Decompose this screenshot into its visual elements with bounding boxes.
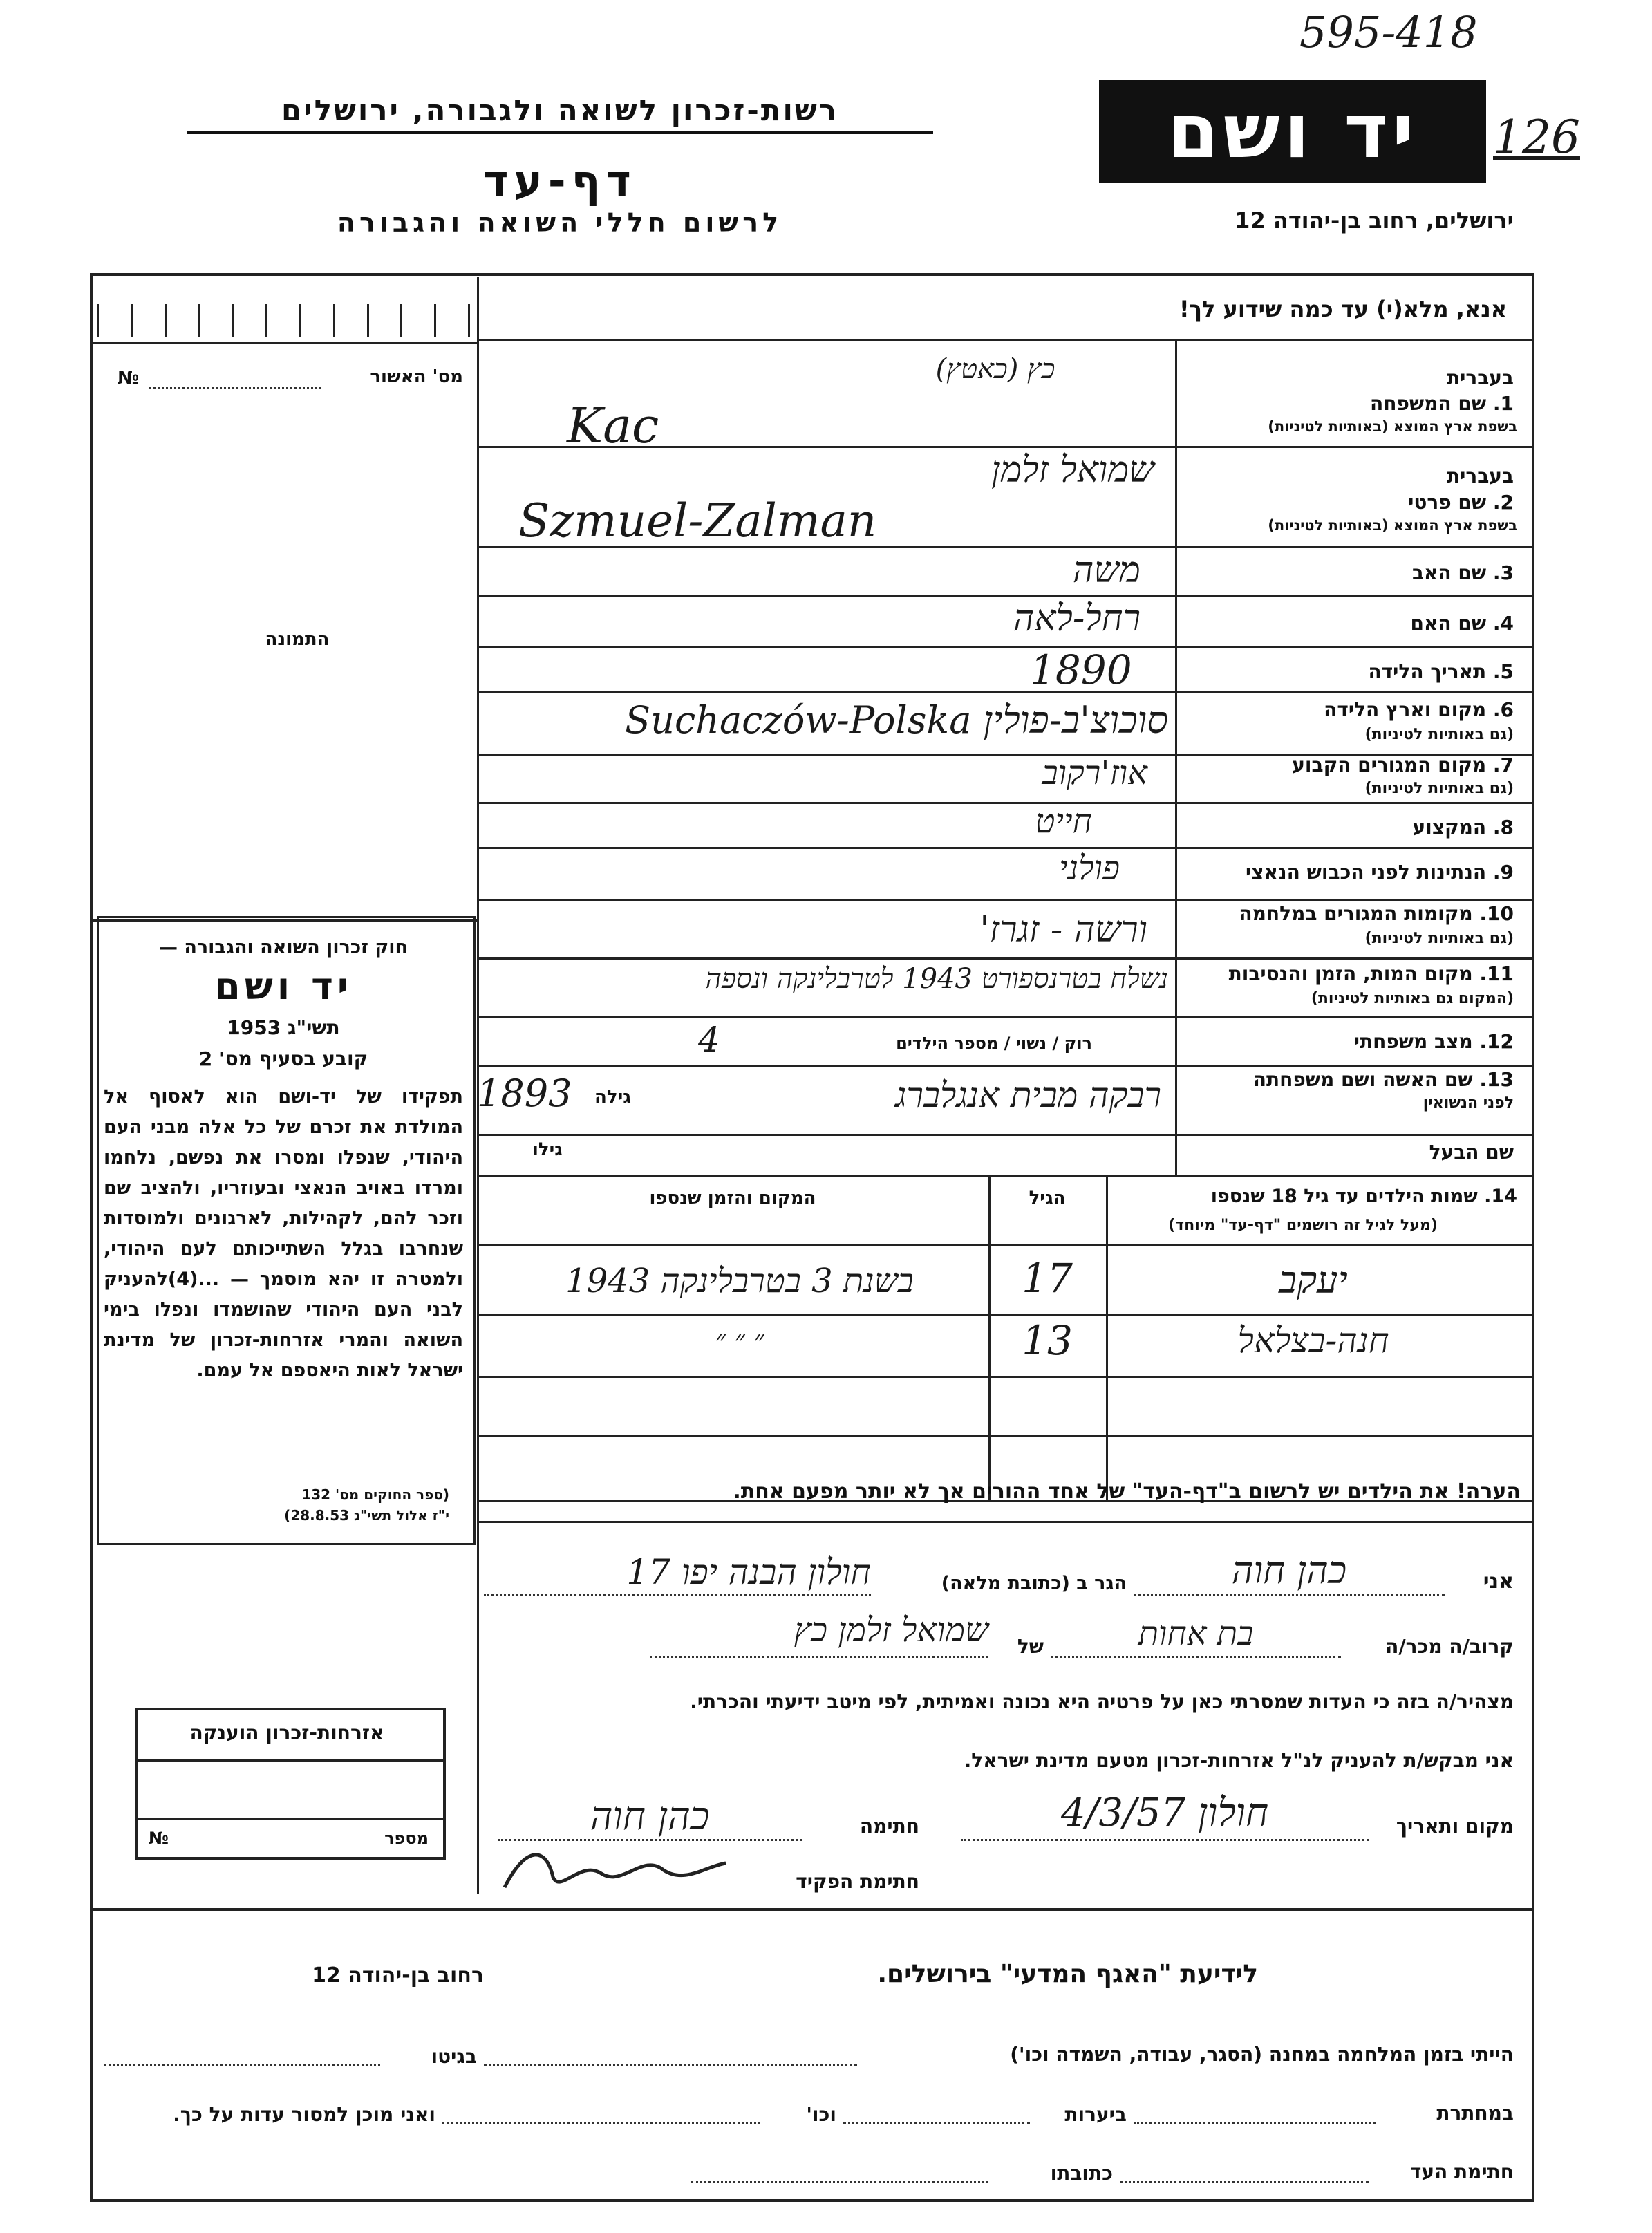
- field-11-value: נשלח בטרנספורט 1943 לטרבלינקה ונספה: [705, 963, 1168, 995]
- field-10-label: 10. מקומות המגורים במלחמה: [1239, 902, 1514, 925]
- field-7-label: 7. מקום המגורים הקבוע: [1292, 754, 1514, 776]
- field-1-value-hebrew: כץ (כאטץ): [935, 353, 1055, 385]
- decl-name: כהן חוה: [1231, 1549, 1347, 1592]
- law-ref-2: י"ז אלול תשי"ג 28.8.53): [284, 1507, 449, 1524]
- field-7-note: (גם באותיות לטיניות): [1364, 780, 1514, 797]
- field-10-value: ורשה - זגרז': [979, 909, 1147, 951]
- field-9-value: פולני: [1058, 849, 1120, 888]
- law-text: תפקידו של יד-ושם הוא לאסוף אל המולדת את זכרם של כל אלה מבני העם היהודי, שנפלו ומסרו את נפשם, נלחמו ומרדו באויב הנאצי ובעוזריו, ולהציב שם וזכר להם, לקהילות, לארגונים ולמוסדות שנחרבו בגלל השתייכותם לעם היהודי, ולמטרה זו יהא מוסמך — ...(4)להעניק לבני העם היהודי שהושמדו ונפלו בימי השואה והמרי אזרחות-זכרון של מדינת ישראל לאות היאספם אל עמם.: [104, 1086, 463, 1381]
- field-13-note: לפני הנשואין: [1423, 1094, 1514, 1112]
- field-8-label: 8. המקצוע: [1412, 816, 1514, 839]
- footer-underground: במחתרת: [1436, 2102, 1514, 2124]
- decl-place-date: חולון 4/3/57: [1060, 1791, 1269, 1835]
- law-title: חוק זכרון השואה והגבורה —: [158, 937, 409, 958]
- field-1-foreign-note: בשפת ארץ המוצא (באותיות לטיניות): [1268, 418, 1517, 435]
- field-1-label: 1. שם המשפחה: [1370, 392, 1514, 415]
- page-ref: 126: [1493, 111, 1580, 164]
- footer-line1: הייתי בזמן המלחמה במחנה (הסגר, עבודה, השמדה וכו'): [1010, 2043, 1514, 2066]
- child-2-age: 13: [1022, 1317, 1073, 1364]
- authority-name: רשות-זכרון לשואה ולגבורה, ירושלים: [187, 93, 933, 134]
- citizenship-no-mark: №: [149, 1829, 169, 1848]
- husband-age-label: גילו: [532, 1139, 563, 1160]
- form-subtitle: לרשום חללי השואה והגבורה: [337, 207, 783, 238]
- official-signature: [498, 1839, 733, 1901]
- decl-signature-label: חתימה: [859, 1815, 919, 1838]
- decl-address: חולון הבנה יפו 17: [626, 1552, 871, 1592]
- field-12-options: רוק / נשוי / מספר הילדים: [896, 1034, 1092, 1053]
- decl-resides-label: הגר ב (כתובת מלאה): [941, 1573, 1127, 1594]
- field-12-label: 12. מצב משפחתי: [1353, 1030, 1514, 1053]
- field-2-label: 2. שם פרטי: [1408, 491, 1514, 514]
- field-5-label: 5. תאריך הלידה: [1368, 660, 1514, 683]
- field-2-value-hebrew: שמואל זלמן: [991, 449, 1154, 491]
- field-13-value: רבקה מבית אנגלברג: [894, 1075, 1161, 1115]
- field-13-age-label: גילה: [594, 1087, 631, 1108]
- field-3-value: משה: [1072, 550, 1141, 591]
- decl-relation: בת אחות: [1138, 1614, 1254, 1653]
- yad-vashem-logo: יד ושם: [1099, 80, 1486, 183]
- approval-no-mark: №: [118, 368, 140, 389]
- child-1-age: 17: [1022, 1255, 1073, 1302]
- child-2-place: ״ ״ ״: [715, 1325, 764, 1356]
- field-3-label: 3. שם האב: [1411, 561, 1514, 584]
- citizenship-title: אזרחות-זכרון הוענקה: [189, 1721, 384, 1744]
- field-4-label: 4. שם האם: [1410, 612, 1514, 635]
- footer-title: לידיעת "האגף המדעי" בירושלים.: [877, 1960, 1258, 1988]
- field-10-note: (גם באותיות לטיניות): [1364, 930, 1514, 947]
- intro-text: אנא, מלא(י) עד כמה שידוע לך!: [1179, 296, 1507, 322]
- field-5-value: 1890: [1030, 646, 1132, 693]
- footer-etc: וכו': [806, 2103, 836, 2126]
- photo-label: התמונה: [265, 629, 330, 650]
- decl-official-label: חתימת הפקיד: [796, 1870, 919, 1893]
- field-1-hebrew-tag: בעברית: [1446, 366, 1514, 389]
- decl-of-name: שמואל זלמן כץ: [794, 1611, 988, 1650]
- field-6-label: 6. מקום וארץ הלידה: [1324, 698, 1514, 721]
- child-1-name: יעקב: [1279, 1258, 1348, 1302]
- field-9-label: 9. הנתינות לפני הכבוש הנאצי: [1246, 861, 1514, 884]
- field-6-value: סוכוצ'ב-פולין Suchaczów-Polska: [625, 698, 1168, 742]
- archive-number: 595-418: [1299, 7, 1478, 57]
- law-org: יד ושם: [214, 964, 353, 1008]
- field-7-value: אוז'רקוב: [1042, 754, 1147, 792]
- field-6-note: (גם באותיות לטיניות): [1364, 726, 1514, 743]
- decl-request: אני מבקש/ת להעניק לנ"ל אזרחות-זכרון מטעם מדינת ישראל.: [964, 1749, 1514, 1772]
- address: ירושלים, רחוב בן-יהודה 12: [1235, 207, 1514, 234]
- field-11-note: (המקום גם באותיות לטיניות): [1311, 990, 1514, 1007]
- children-col-age: הגיל: [1029, 1188, 1066, 1208]
- child-1-place: בשנת 3 בטרבלינקה 1943: [565, 1262, 914, 1300]
- field-2-foreign-note: בשפת ארץ המוצא (באותיות לטיניות): [1268, 517, 1517, 534]
- footer-ghetto: בגיטו: [431, 2045, 477, 2068]
- law-year: תשי"ג 1953: [227, 1016, 340, 1039]
- children-col-place: המקום והזמן שנספו: [649, 1188, 816, 1208]
- footer-witness-addr: כתובתו: [1050, 2162, 1113, 2185]
- husband-label: שם הבעל: [1429, 1141, 1514, 1164]
- field-2-hebrew-tag: בעברית: [1446, 465, 1514, 487]
- decl-signature: כהן חוה: [590, 1794, 710, 1839]
- approval-no-label: מס' האשור: [370, 366, 463, 387]
- footer-witness-sig: חתימת העד: [1409, 2160, 1514, 2183]
- law-ref: (ספר החוקים מס' 132: [301, 1486, 449, 1503]
- footer-address: רחוב בן-יהודה 12: [312, 1963, 484, 1988]
- field-1-value-latin: Kac: [567, 398, 659, 454]
- law-clause: קובע בסעיף מס' 2: [198, 1047, 368, 1070]
- form-title: דף-עד: [483, 156, 637, 206]
- footer-ready: ואני מוכן למסור עדות על כך.: [173, 2103, 435, 2126]
- field-12-children-count: 4: [698, 1020, 720, 1060]
- children-note: (מעל לגיל זה רושמים "דף-עד" מיוחד): [1168, 1217, 1438, 1234]
- child-2-name: חנה-בצלאל: [1237, 1320, 1389, 1361]
- footer-forests: ביערות: [1064, 2103, 1127, 2126]
- decl-relative-label: קרוב/ה מכר/ה: [1385, 1635, 1514, 1658]
- field-13-label: 13. שם האשה ושם משפחתה: [1252, 1068, 1514, 1091]
- field-4-value: רחל-לאה: [1013, 598, 1141, 639]
- tick-marks: [97, 304, 470, 337]
- decl-i: אני: [1483, 1569, 1514, 1594]
- citizenship-number-label: מספר: [384, 1829, 429, 1848]
- decl-place-date-label: מקום ותאריך: [1396, 1815, 1514, 1838]
- field-13-age-value: 1893: [477, 1072, 572, 1115]
- decl-of: של: [1017, 1635, 1044, 1658]
- field-2-value-latin: Szmuel-Zalman: [518, 494, 877, 548]
- decl-statement: מצהיר/ה בזה כי העדות שמסרתי כאן על פרטיה היא נכונה ואמיתית, לפי מיטב ידיעתי והכרתי.: [690, 1690, 1514, 1713]
- field-8-value: חייט: [1035, 802, 1092, 841]
- note-text: הערה! את הילדים יש לרשום ב"דף-העד" של אחד ההורים אך לא יותר מפעם אחת.: [733, 1479, 1521, 1504]
- field-11-label: 11. מקום המות, הזמן והנסיבות: [1228, 962, 1514, 985]
- children-title: 14. שמות הילדים עד גיל 18 שנספו: [1210, 1186, 1517, 1207]
